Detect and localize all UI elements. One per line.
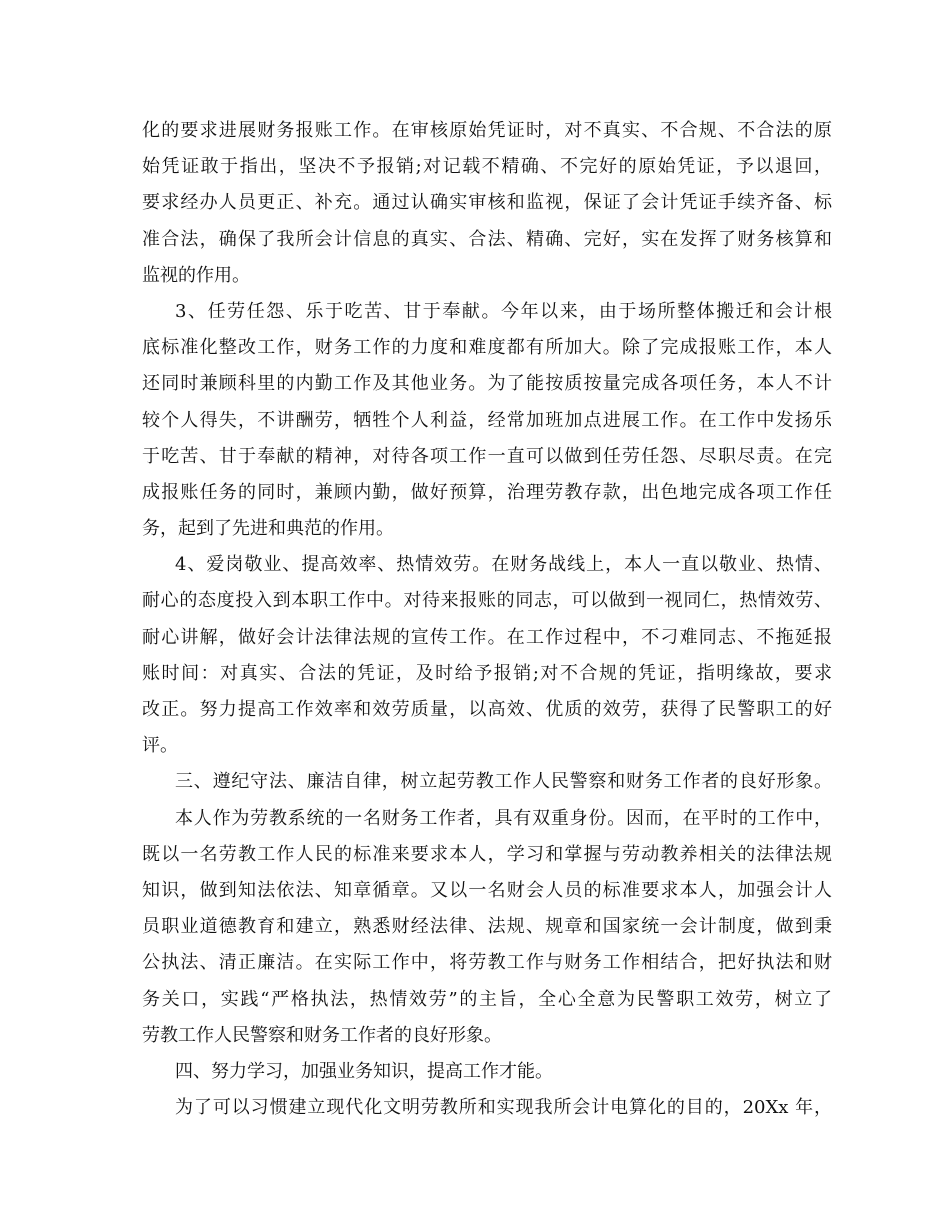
text-line: 准合法，确保了我所会计信息的真实、合法、精确、完好，实在发挥了财务核算和 xyxy=(142,228,832,250)
text-line: 成报账任务的同时，兼顾内勤，做好预算，治理劳教存款，出色地完成各项工作任 xyxy=(142,481,832,503)
text-line: 还同时兼顾科里的内勤工作及其他业务。为了能按质按量完成各项任务，本人不计 xyxy=(142,373,832,395)
text-line: 本人作为劳教系统的一名财务工作者，具有双重身份。因而，在平时的工作中， xyxy=(175,807,832,829)
text-line: 较个人得失，不讲酬劳，牺牲个人利益，经常加班加点进展工作。在工作中发扬乐 xyxy=(142,409,832,431)
text-line: 既以一名劳教工作人民的标准来要求本人，学习和掌握与劳动教养相关的法律法规 xyxy=(142,843,832,865)
text-line: 公执法、清正廉洁。在实际工作中，将劳教工作与财务工作相结合，把好执法和财 xyxy=(142,952,832,974)
paragraph-heading-line: 3、任劳任怨、乐于吃苦、甘于奉献。今年以来，由于场所整体搬迁和会计根 xyxy=(175,300,832,322)
text-line: 账时间：对真实、合法的凭证，及时给予报销;对不合规的凭证，指明缘故，要求 xyxy=(142,662,832,684)
text-line: 始凭证敢于指出，坚决不予报销;对记载不精确、不完好的原始凭证，予以退回， xyxy=(142,156,832,178)
text-line: 底标准化整改工作，财务工作的力度和难度都有所加大。除了完成报账工作，本人 xyxy=(142,337,832,359)
text-line: 改正。努力提高工作效率和效劳质量，以高效、优质的效劳，获得了民警职工的好 xyxy=(142,699,832,720)
document-body xyxy=(142,113,832,1126)
text-line: 监视的作用。 xyxy=(142,264,250,286)
text-line: 务关口，实践“严格执法，热情效劳”的主旨，全心全意为民警职工效劳，树立了 xyxy=(142,988,832,1010)
section-heading-line: 三、遵纪守法、廉洁自律，树立起劳教工作人民警察和财务工作者的良好形象。 xyxy=(175,771,832,793)
text-line: 务，起到了先进和典范的作用。 xyxy=(142,518,394,540)
text-line: 于吃苦、甘于奉献的精神，对待各项工作一直可以做到任劳任怨、尽职尽责。在完 xyxy=(142,445,832,467)
paragraph-heading-line: 4、爱岗敬业、提高效率、热情效劳。在财务战线上，本人一直以敬业、热情、 xyxy=(175,554,832,576)
text-line: 劳教工作人民警察和财务工作者的良好形象。 xyxy=(142,1024,502,1046)
text-line: 要求经办人员更正、补充。通过认确实审核和监视，保证了会计凭证手续齐备、标 xyxy=(142,192,832,214)
text-line: 评。 xyxy=(142,735,178,757)
text-line: 员职业道德教育和建立，熟悉财经法律、法规、规章和国家统一会计制度，做到秉 xyxy=(142,916,832,938)
text-line: 为了可以习惯建立现代化文明劳教所和实现我所会计电算化的目的，20Xx 年， xyxy=(175,1097,832,1119)
text-line: 化的要求进展财务报账工作。在审核原始凭证时，对不真实、不合规、不合法的原 xyxy=(142,120,832,141)
section-heading-line: 四、努力学习，加强业务知识，提高工作才能。 xyxy=(175,1060,553,1082)
text-line: 耐心讲解，做好会计法律法规的宣传工作。在工作过程中，不刁难同志、不拖延报 xyxy=(142,626,832,648)
text-line: 知识，做到知法依法、知章循章。又以一名财会人员的标准要求本人，加强会计人 xyxy=(142,879,832,901)
text-line: 耐心的态度投入到本职工作中。对待来报账的同志，可以做到一视同仁，热情效劳、 xyxy=(142,590,832,612)
